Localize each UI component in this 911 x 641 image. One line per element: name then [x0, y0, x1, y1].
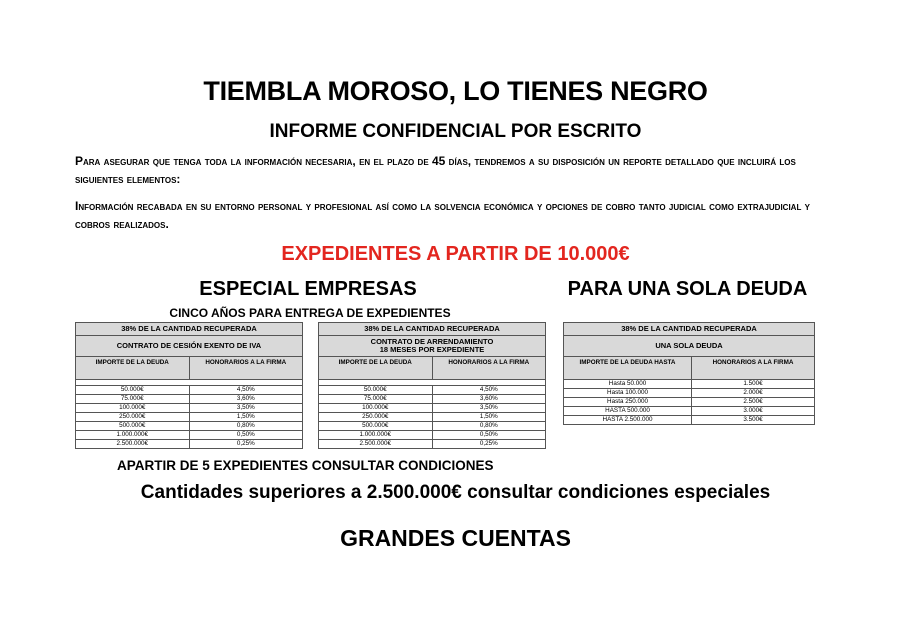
honorarios-cell: 0,80%: [189, 422, 303, 431]
highlight-banner: EXPEDIENTES A PARTIR DE 10.000€: [281, 243, 630, 265]
honorarios-cell: 0,50%: [432, 431, 546, 440]
honorarios-cell: 3.500€: [692, 416, 815, 425]
importe-cell: 500.000€: [76, 422, 190, 431]
importe-cell: 75.000€: [319, 395, 433, 404]
table-row: [76, 404, 303, 413]
table-row: [76, 422, 303, 431]
table-row: [76, 413, 303, 422]
column-header-importe: IMPORTE DE LA DEUDA: [319, 357, 433, 380]
table-row: [564, 407, 815, 416]
especial-empresas-heading: ESPECIAL EMPRESAS: [199, 278, 417, 300]
contract-type: CONTRATO DE CESIÓN EXENTO DE IVA: [76, 336, 303, 357]
table-header: 38% DE LA CANTIDAD RECUPERADA: [76, 323, 303, 336]
table-row: [564, 389, 815, 398]
table-row: [76, 431, 303, 440]
column-header-importe: IMPORTE DE LA DEUDA HASTA: [564, 357, 692, 380]
cantidades-note: Cantidades superiores a 2.500.000€ consultar condiciones especiales: [140, 482, 771, 503]
contract-line-1: CONTRATO DE ARRENDAMIENTO: [370, 337, 494, 346]
contract-type: [319, 336, 546, 357]
honorarios-cell: 1,50%: [189, 413, 303, 422]
honorarios-cell: 0,50%: [189, 431, 303, 440]
table-row: [76, 440, 303, 449]
table-header: 38% DE LA CANTIDAD RECUPERADA: [319, 323, 546, 336]
intro-text: Para asegurar que tenga toda la información necesaria, en el plazo de 45 días, tendremos a su disposición un reporte detallado que incluirá los siguientes elementos:: [75, 154, 796, 186]
table-row: [564, 416, 815, 425]
table-row: [564, 380, 815, 389]
importe-cell: HASTA 2.500.000: [564, 416, 692, 425]
contract-line-2: 18 MESES POR EXPEDIENTE: [379, 345, 485, 354]
honorarios-cell: 1,50%: [432, 413, 546, 422]
page-subtitle: INFORME CONFIDENCIAL POR ESCRITO: [269, 121, 642, 142]
honorarios-cell: 0,80%: [432, 422, 546, 431]
importe-cell: 75.000€: [76, 395, 190, 404]
importe-cell: 2.500.000€: [319, 440, 433, 449]
table-row: [564, 398, 815, 407]
importe-cell: HASTA 500.000: [564, 407, 692, 416]
table-row: [76, 395, 303, 404]
table-row: [319, 395, 546, 404]
honorarios-cell: 3.000€: [692, 407, 815, 416]
honorarios-cell: 1.500€: [692, 380, 815, 389]
cinco-anos-caption: CINCO AÑOS PARA ENTREGA DE EXPEDIENTES: [169, 306, 451, 320]
importe-cell: 1.000.000€: [319, 431, 433, 440]
importe-cell: 100.000€: [76, 404, 190, 413]
table-row: [319, 404, 546, 413]
apartir-note: APARTIR DE 5 EXPEDIENTES CONSULTAR CONDICIONES: [117, 458, 494, 473]
table-header: 38% DE LA CANTIDAD RECUPERADA: [564, 323, 815, 336]
column-header-importe: IMPORTE DE LA DEUDA: [76, 357, 190, 380]
importe-cell: 50.000€: [76, 386, 190, 395]
honorarios-cell: 3,60%: [189, 395, 303, 404]
importe-cell: 500.000€: [319, 422, 433, 431]
honorarios-cell: 3,50%: [432, 404, 546, 413]
column-header-honorarios: HONORARIOS A LA FIRMA: [432, 357, 546, 380]
grandes-cuentas-heading: GRANDES CUENTAS: [340, 525, 571, 551]
importe-cell: Hasta 250.000: [564, 398, 692, 407]
importe-cell: 250.000€: [76, 413, 190, 422]
honorarios-cell: 4,50%: [189, 386, 303, 395]
honorarios-cell: 0,25%: [189, 440, 303, 449]
table-row: [319, 431, 546, 440]
table-row: [319, 440, 546, 449]
honorarios-cell: 3,50%: [189, 404, 303, 413]
importe-cell: 1.000.000€: [76, 431, 190, 440]
table-row: [319, 422, 546, 431]
pricing-table-sola-deuda: [563, 322, 815, 425]
honorarios-cell: 3,60%: [432, 395, 546, 404]
info-paragraph: [75, 198, 845, 234]
column-header-honorarios: HONORARIOS A LA FIRMA: [189, 357, 303, 380]
honorarios-cell: 2.500€: [692, 398, 815, 407]
column-header-honorarios: HONORARIOS A LA FIRMA: [692, 357, 815, 380]
honorarios-cell: 4,50%: [432, 386, 546, 395]
pricing-table-arrendamiento: [318, 322, 546, 449]
importe-cell: 2.500.000€: [76, 440, 190, 449]
table-row: [319, 386, 546, 395]
info-text: Información recabada en su entorno personal y profesional así como la solvencia económica y opciones de cobro tanto judicial como extrajudicial y cobros realizados.: [75, 199, 811, 231]
importe-cell: 100.000€: [319, 404, 433, 413]
importe-cell: Hasta 50.000: [564, 380, 692, 389]
intro-paragraph: [75, 153, 845, 189]
pricing-table-cesion: [75, 322, 303, 449]
honorarios-cell: 2.000€: [692, 389, 815, 398]
page-title: TIEMBLA MOROSO, LO TIENES NEGRO: [203, 76, 708, 106]
sola-deuda-heading: PARA UNA SOLA DEUDA: [567, 278, 808, 300]
importe-cell: Hasta 100.000: [564, 389, 692, 398]
importe-cell: 250.000€: [319, 413, 433, 422]
table-row: [319, 413, 546, 422]
table-row: [76, 386, 303, 395]
honorarios-cell: 0,25%: [432, 440, 546, 449]
contract-type: UNA SOLA DEUDA: [564, 336, 815, 357]
importe-cell: 50.000€: [319, 386, 433, 395]
